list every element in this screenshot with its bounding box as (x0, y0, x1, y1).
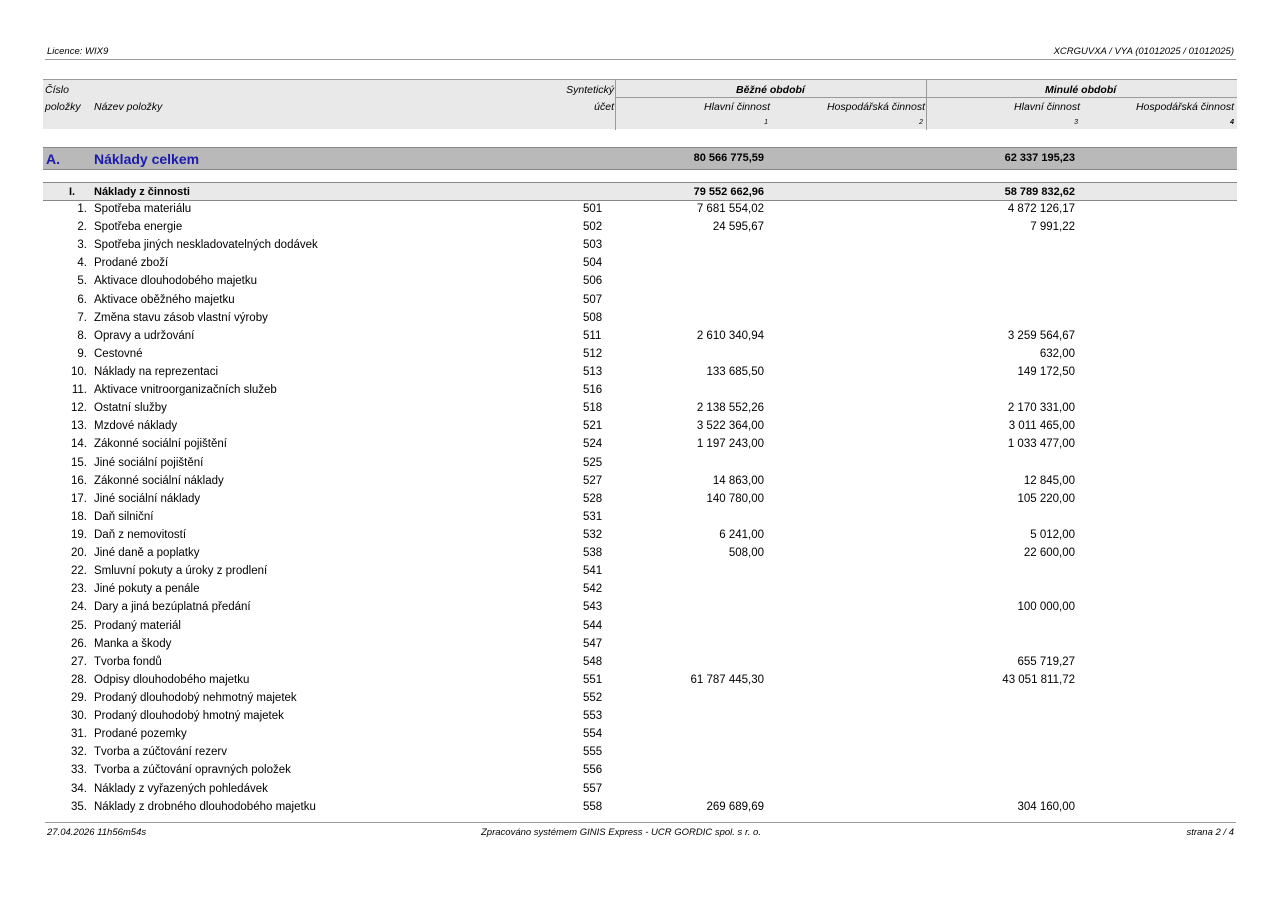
row-account: 506 (583, 275, 603, 288)
page-header (45, 45, 1236, 60)
table-row (43, 255, 1237, 273)
table-row (43, 328, 1237, 346)
row-name: Tvorba fondů (94, 655, 162, 668)
row-bezne-hlavni: 7 681 554,02 (696, 203, 764, 215)
table-row (43, 781, 1237, 799)
row-number: 10. (71, 365, 87, 378)
row-account: 527 (583, 474, 603, 487)
col-hosp-4: Hospodářská činnost (1135, 101, 1234, 113)
row-name: Tvorba a zúčtování rezerv (94, 746, 227, 759)
row-name: Prodané zboží (94, 257, 169, 270)
row-account: 555 (583, 746, 603, 759)
row-account: 551 (583, 673, 603, 686)
row-number: 14. (71, 438, 87, 451)
table-row (43, 618, 1237, 636)
row-account: 538 (583, 547, 603, 560)
col-number-4: 4 (1230, 119, 1234, 126)
table-row (43, 292, 1237, 310)
row-number: 16. (71, 474, 87, 487)
row-name: Jiné pokuty a penále (94, 583, 200, 596)
divider (926, 80, 927, 130)
row-number: 1. (77, 203, 87, 215)
section-a-row (43, 147, 1237, 170)
table-row (43, 436, 1237, 454)
col-nazev-label: Název položky (94, 101, 163, 113)
row-bezne-hlavni: 1 197 243,00 (696, 438, 764, 451)
row-minule-hlavni: 149 172,50 (1017, 365, 1075, 378)
row-minule-hlavni: 22 600,00 (1023, 547, 1075, 560)
row-name: Spotřeba energie (94, 221, 183, 234)
licence-label: Licence: WIX9 (47, 46, 109, 57)
row-number: 5. (77, 275, 87, 288)
table-row (43, 636, 1237, 654)
row-name: Jiné daně a poplatky (94, 547, 200, 560)
row-name: Náklady z drobného dlouhodobého majetku (94, 800, 316, 813)
row-minule-hlavni: 100 000,00 (1017, 601, 1075, 614)
footer-page-number: strana 2 / 4 (1186, 827, 1234, 838)
row-name: Prodaný dlouhodobý hmotný majetek (94, 710, 284, 723)
row-account: 544 (583, 619, 603, 632)
row-name: Tvorba a zúčtování opravných položek (94, 764, 291, 777)
table-row (43, 491, 1237, 509)
row-bezne-hlavni: 61 787 445,30 (690, 673, 764, 686)
table-row (43, 762, 1237, 780)
col-number-2: 2 (919, 119, 923, 126)
table-row (43, 201, 1237, 219)
row-account: 558 (583, 800, 603, 813)
row-account: 531 (583, 510, 603, 523)
col-bezne-obdobi: Běžné období (736, 84, 805, 96)
row-number: 3. (77, 239, 87, 252)
row-name: Prodaný dlouhodobý nehmotný majetek (94, 691, 297, 704)
col-hlavni-3: Hlavní činnost (1014, 101, 1080, 113)
col-hosp-2: Hospodářská činnost (826, 101, 925, 113)
row-number: 6. (77, 293, 87, 306)
row-bezne-hlavni: 140 780,00 (706, 492, 764, 505)
row-name: Změna stavu zásob vlastní výroby (94, 311, 268, 324)
row-account: 541 (583, 565, 603, 578)
row-number: 35. (71, 800, 87, 813)
row-number: 18. (71, 510, 87, 523)
table-row (43, 418, 1237, 436)
row-bezne-hlavni: 6 241,00 (719, 528, 764, 541)
table-row (43, 219, 1237, 237)
row-account: 512 (583, 347, 603, 360)
row-account: 548 (583, 655, 603, 668)
row-account: 502 (583, 221, 603, 234)
section-a-bezne-hlavni: 80 566 775,59 (693, 152, 764, 164)
row-name: Zákonné sociální pojištění (94, 438, 227, 451)
row-account: 501 (583, 203, 603, 215)
col-hlavni-1: Hlavní činnost (704, 101, 770, 113)
report-id-label: XCRGUVXA / VYA (01012025 / 01012025) (1053, 46, 1234, 57)
row-account: 504 (583, 257, 603, 270)
table-row (43, 672, 1237, 690)
table-row (43, 527, 1237, 545)
row-name: Prodané pozemky (94, 728, 187, 741)
row-name: Náklady z vyřazených pohledávek (94, 782, 268, 795)
row-name: Spotřeba materiálu (94, 203, 192, 215)
row-number: 34. (71, 782, 87, 795)
table-row (43, 708, 1237, 726)
section-i-minule-hlavni: 58 789 832,62 (1004, 186, 1075, 198)
row-number: 12. (71, 402, 87, 415)
row-name: Manka a škody (94, 637, 172, 650)
table-row (43, 599, 1237, 617)
divider (615, 80, 616, 130)
row-name: Daň z nemovitostí (94, 528, 187, 541)
row-name: Daň silniční (94, 510, 154, 523)
row-number: 9. (77, 347, 87, 360)
row-name: Aktivace vnitroorganizačních služeb (94, 384, 277, 397)
row-bezne-hlavni: 14 863,00 (712, 474, 764, 487)
footer-system: Zpracováno systémem GINIS Express - UCR GORDIC spol. s r. o. (481, 827, 761, 838)
item-table (43, 201, 1237, 817)
row-name: Mzdové náklady (94, 420, 178, 433)
row-name: Zákonné sociální náklady (94, 474, 224, 487)
col-polozky-label: položky (45, 101, 81, 113)
row-name: Aktivace oběžného majetku (94, 293, 235, 306)
row-bezne-hlavni: 133 685,50 (706, 365, 764, 378)
table-row (43, 382, 1237, 400)
table-row (43, 799, 1237, 817)
table-row (43, 509, 1237, 527)
row-minule-hlavni: 105 220,00 (1017, 492, 1075, 505)
row-account: 542 (583, 583, 603, 596)
row-number: 20. (71, 547, 87, 560)
footer-date: 27.04.2026 11h56m54s (47, 827, 147, 838)
row-minule-hlavni: 7 991,22 (1030, 221, 1075, 234)
row-number: 17. (71, 492, 87, 505)
table-row (43, 581, 1237, 599)
row-number: 26. (71, 637, 87, 650)
row-account: 543 (583, 601, 603, 614)
row-account: 525 (583, 456, 603, 469)
row-account: 516 (583, 384, 603, 397)
row-minule-hlavni: 5 012,00 (1030, 528, 1075, 541)
row-name: Spotřeba jiných neskladovatelných dodávek (94, 239, 318, 252)
row-minule-hlavni: 12 845,00 (1023, 474, 1075, 487)
section-a-letter: A. (46, 151, 60, 167)
table-row (43, 364, 1237, 382)
row-account: 532 (583, 528, 603, 541)
row-minule-hlavni: 632,00 (1039, 347, 1075, 360)
row-number: 19. (71, 528, 87, 541)
row-name: Náklady na reprezentaci (94, 365, 219, 378)
table-row (43, 455, 1237, 473)
row-number: 33. (71, 764, 87, 777)
row-account: 552 (583, 691, 603, 704)
table-row (43, 726, 1237, 744)
row-name: Jiné sociální pojištění (94, 456, 204, 469)
row-minule-hlavni: 3 259 564,67 (1007, 329, 1075, 342)
row-number: 24. (71, 601, 87, 614)
row-minule-hlavni: 4 872 126,17 (1007, 203, 1075, 215)
row-account: 553 (583, 710, 603, 723)
row-number: 15. (71, 456, 87, 469)
row-account: 508 (583, 311, 603, 324)
page-footer (45, 822, 1236, 840)
row-account: 507 (583, 293, 603, 306)
row-number: 31. (71, 728, 87, 741)
row-number: 30. (71, 710, 87, 723)
row-name: Opravy a udržování (94, 329, 195, 342)
row-bezne-hlavni: 24 595,67 (712, 221, 764, 234)
row-bezne-hlavni: 3 522 364,00 (696, 420, 764, 433)
section-a-minule-hlavni: 62 337 195,23 (1004, 152, 1075, 164)
row-name: Ostatní služby (94, 402, 167, 415)
row-account: 518 (583, 402, 603, 415)
row-account: 503 (583, 239, 603, 252)
row-number: 11. (71, 384, 87, 397)
table-row (43, 400, 1237, 418)
row-bezne-hlavni: 2 610 340,94 (696, 329, 764, 342)
col-syntet-label: Syntetický (566, 84, 614, 96)
row-name: Smluvní pokuty a úroky z prodlení (94, 565, 268, 578)
row-account: 554 (583, 728, 603, 741)
row-number: 23. (71, 583, 87, 596)
col-cislo-label: Číslo (45, 84, 69, 96)
row-minule-hlavni: 43 051 811,72 (1002, 673, 1075, 686)
table-row (43, 346, 1237, 364)
row-minule-hlavni: 1 033 477,00 (1007, 438, 1075, 451)
row-account: 521 (583, 420, 603, 433)
row-name: Aktivace dlouhodobého majetku (94, 275, 258, 288)
section-i-bezne-hlavni: 79 552 662,96 (693, 186, 764, 198)
row-account: 511 (583, 329, 602, 342)
row-number: 27. (71, 655, 87, 668)
section-i-title: Náklady z činnosti (94, 186, 190, 198)
row-name: Jiné sociální náklady (94, 492, 201, 505)
row-name: Odpisy dlouhodobého majetku (94, 673, 250, 686)
row-number: 4. (77, 257, 87, 270)
table-row (43, 563, 1237, 581)
column-headers (43, 79, 1237, 129)
table-row (43, 744, 1237, 762)
row-bezne-hlavni: 269 689,69 (706, 800, 764, 813)
table-row (43, 273, 1237, 291)
row-number: 13. (71, 420, 87, 433)
table-row (43, 654, 1237, 672)
row-minule-hlavni: 3 011 465,00 (1008, 420, 1075, 433)
row-name: Prodaný materiál (94, 619, 181, 632)
row-number: 8. (77, 329, 87, 342)
row-minule-hlavni: 655 719,27 (1017, 655, 1075, 668)
table-row (43, 310, 1237, 328)
table-row (43, 237, 1237, 255)
row-number: 29. (71, 691, 87, 704)
col-number-1: 1 (764, 119, 768, 126)
row-number: 22. (71, 565, 87, 578)
col-ucet-label: účet (594, 101, 614, 113)
row-number: 7. (77, 311, 87, 324)
row-bezne-hlavni: 508,00 (728, 547, 764, 560)
row-minule-hlavni: 2 170 331,00 (1007, 402, 1075, 415)
table-row (43, 545, 1237, 563)
col-number-3: 3 (1074, 119, 1078, 126)
row-account: 524 (583, 438, 603, 451)
table-row (43, 473, 1237, 491)
row-account: 556 (583, 764, 603, 777)
row-account: 547 (583, 637, 603, 650)
col-minule-obdobi: Minulé období (1045, 84, 1117, 96)
section-i-row (43, 182, 1237, 201)
row-number: 28. (71, 673, 87, 686)
row-number: 25. (71, 619, 87, 632)
section-i-number: I. (69, 186, 76, 198)
row-bezne-hlavni: 2 138 552,26 (696, 402, 764, 415)
table-row (43, 690, 1237, 708)
row-name: Cestovné (94, 347, 143, 360)
row-number: 2. (77, 221, 87, 234)
section-a-title: Náklady celkem (94, 151, 200, 167)
row-account: 513 (583, 365, 603, 378)
row-account: 557 (583, 782, 603, 795)
row-name: Dary a jiná bezúplatná předání (94, 601, 251, 614)
row-number: 32. (71, 746, 87, 759)
row-account: 528 (583, 492, 603, 505)
row-minule-hlavni: 304 160,00 (1017, 800, 1075, 813)
